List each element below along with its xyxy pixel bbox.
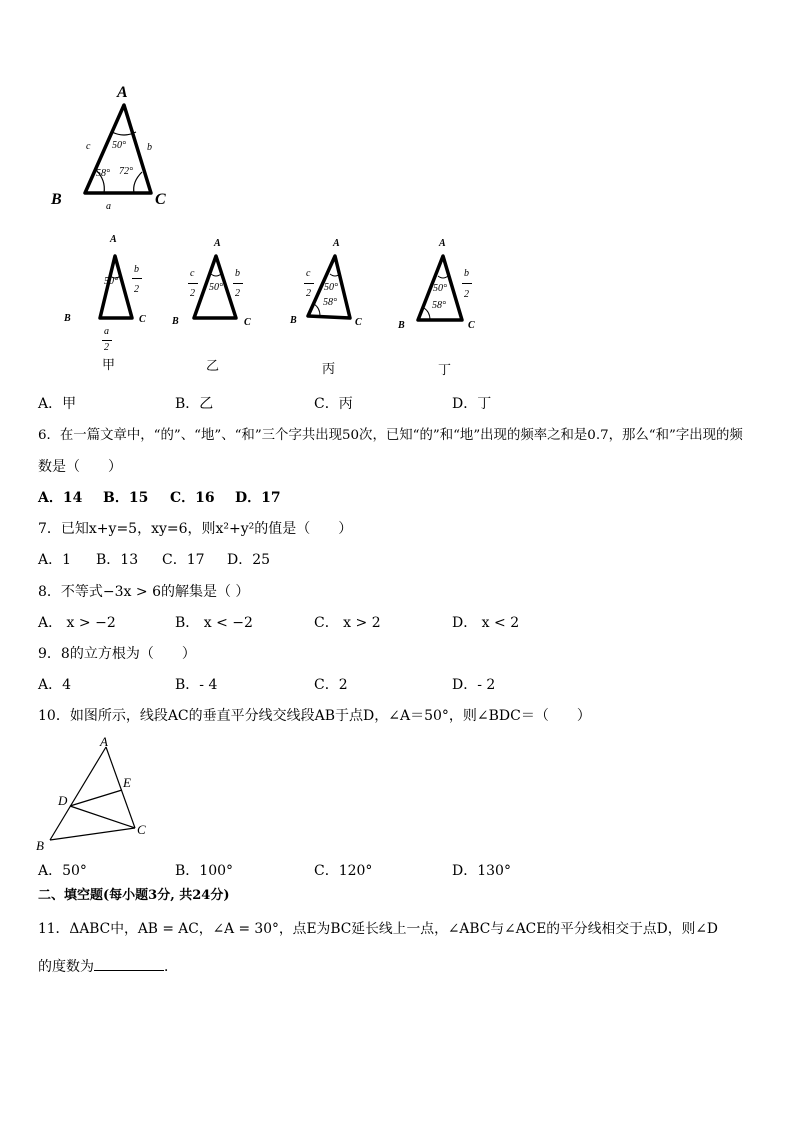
jia-side-bottom-num: a bbox=[104, 326, 109, 337]
jia-vertex-c: C bbox=[139, 314, 146, 325]
q6-option-a[interactable]: A．14 bbox=[38, 490, 83, 506]
q11-text-line1: 11．ΔABC中，AB = AC，∠A = 30°，点E为BC延长线上一点，∠ABC与∠ACE的平分线相交于点D，则∠D bbox=[38, 921, 718, 937]
ding-caption: 丁 bbox=[438, 363, 452, 378]
side-c-label: c bbox=[86, 141, 91, 152]
vertex-a-label: A bbox=[117, 84, 128, 101]
bing-caption: 丙 bbox=[322, 362, 336, 377]
angle-b-value: 58° bbox=[96, 168, 110, 179]
q6-option-d[interactable]: D．17 bbox=[235, 490, 281, 506]
vertex-c-label: C bbox=[155, 191, 166, 208]
q7-option-a[interactable]: A．1 bbox=[38, 552, 72, 568]
yi-side-left-num: c bbox=[190, 268, 195, 279]
jia-vertex-a: A bbox=[110, 234, 117, 245]
bing-vertex-a: A bbox=[333, 238, 340, 249]
yi-vertex-c: C bbox=[244, 317, 251, 328]
angle-a-value: 50° bbox=[112, 140, 126, 151]
section-two-heading: 二、填空题(每小题3分, 共24分) bbox=[38, 888, 230, 903]
q10-option-c[interactable]: C．120° bbox=[314, 863, 373, 879]
jia-side-right-num: b bbox=[134, 264, 139, 275]
ding-vertex-c: C bbox=[468, 320, 475, 331]
bing-vertex-c: C bbox=[355, 317, 362, 328]
yi-side-right-den: 2 bbox=[235, 288, 240, 299]
q8-option-b[interactable]: B． x < −2 bbox=[175, 615, 253, 631]
ding-vertex-a: A bbox=[439, 238, 446, 249]
q5-option-b[interactable]: B．乙 bbox=[175, 396, 214, 412]
q9-option-d[interactable]: D．- 2 bbox=[452, 677, 496, 693]
q10-option-d[interactable]: D．130° bbox=[452, 863, 511, 879]
jia-vertex-b: B bbox=[64, 313, 71, 324]
yi-angle-top: 50° bbox=[209, 282, 223, 293]
q8-text: 8．不等式−3x > 6的解集是（ ） bbox=[38, 584, 250, 600]
ding-angle-bottom: 58° bbox=[432, 300, 446, 311]
q9-option-b[interactable]: B．- 4 bbox=[175, 677, 218, 693]
q8-option-c[interactable]: C． x > 2 bbox=[314, 615, 381, 631]
ding-angle-top: 50° bbox=[433, 283, 447, 294]
q9-text: 9．8的立方根为（ ） bbox=[38, 646, 196, 662]
q10-label-c: C bbox=[137, 822, 146, 837]
ding-vertex-b: B bbox=[398, 320, 405, 331]
q7-option-b[interactable]: B．13 bbox=[96, 552, 139, 568]
angle-c-arc bbox=[134, 172, 142, 193]
q11-text-line2 bbox=[38, 956, 178, 977]
q5-option-a[interactable]: A．甲 bbox=[38, 396, 77, 412]
bing-side-left-num: c bbox=[306, 268, 311, 279]
yi-vertex-a: A bbox=[214, 238, 221, 249]
q10-text: 10．如图所示，线段AC的垂直平分线交线段AB于点D，∠A＝50°，则∠BDC＝（ ） bbox=[38, 708, 591, 724]
yi-vertex-b: B bbox=[172, 316, 179, 327]
q6-option-c[interactable]: C．16 bbox=[170, 490, 215, 506]
jia-angle-top: 50° bbox=[104, 276, 118, 287]
yi-caption: 乙 bbox=[206, 359, 220, 374]
q5-option-d[interactable]: D．丁 bbox=[452, 396, 492, 412]
q6-option-b[interactable]: B．15 bbox=[103, 490, 149, 506]
q8-option-a[interactable]: A． x > −2 bbox=[38, 615, 116, 631]
q5-option-c[interactable]: C．丙 bbox=[314, 396, 353, 412]
q11-line2-suffix: ． bbox=[164, 959, 178, 975]
q9-option-a[interactable]: A．4 bbox=[38, 677, 72, 693]
ding-side-right-num: b bbox=[464, 268, 469, 279]
bing-angle-top: 50° bbox=[324, 282, 338, 293]
bing-vertex-b: B bbox=[290, 315, 297, 326]
ding-side-right-den: 2 bbox=[464, 289, 469, 300]
q10-label-e: E bbox=[123, 775, 131, 790]
q7-option-c[interactable]: C．17 bbox=[162, 552, 205, 568]
q7-option-d[interactable]: D．25 bbox=[227, 552, 271, 568]
q11-answer-blank[interactable] bbox=[94, 956, 164, 971]
q10-option-a[interactable]: A．50° bbox=[38, 863, 87, 879]
q7-text: 7．已知x+y=5，xy=6，则x²+y²的值是（ ） bbox=[38, 521, 353, 537]
jia-side-right-den: 2 bbox=[134, 284, 139, 295]
q11-line2-prefix: 的度数为 bbox=[38, 959, 94, 975]
side-b-label: b bbox=[147, 142, 152, 153]
q9-option-c[interactable]: C．2 bbox=[314, 677, 348, 693]
yi-side-right-num: b bbox=[235, 268, 240, 279]
q8-option-d[interactable]: D． x < 2 bbox=[452, 615, 520, 631]
q6-text-line1: 6．在一篇文章中，“的”、“地”、“和”三个字共出现50次，已知“的”和“地”出现的频率之和是0.7，那么“和”字出现的频 bbox=[38, 428, 743, 443]
vertex-b-label: B bbox=[51, 191, 62, 208]
q10-label-d: D bbox=[58, 793, 68, 808]
q10-option-b[interactable]: B．100° bbox=[175, 863, 234, 879]
q10-label-b: B bbox=[36, 838, 44, 853]
q10-label-a: A bbox=[100, 734, 108, 749]
angle-c-value: 72° bbox=[119, 166, 133, 177]
yi-side-left-den: 2 bbox=[190, 288, 195, 299]
side-a-label: a bbox=[106, 201, 111, 212]
jia-side-bottom-den: 2 bbox=[104, 342, 109, 353]
bing-side-left-den: 2 bbox=[306, 288, 311, 299]
jia-caption: 甲 bbox=[102, 358, 116, 373]
bing-angle-bottom: 58° bbox=[323, 297, 337, 308]
q6-text-line2: 数是（ ） bbox=[38, 459, 122, 475]
